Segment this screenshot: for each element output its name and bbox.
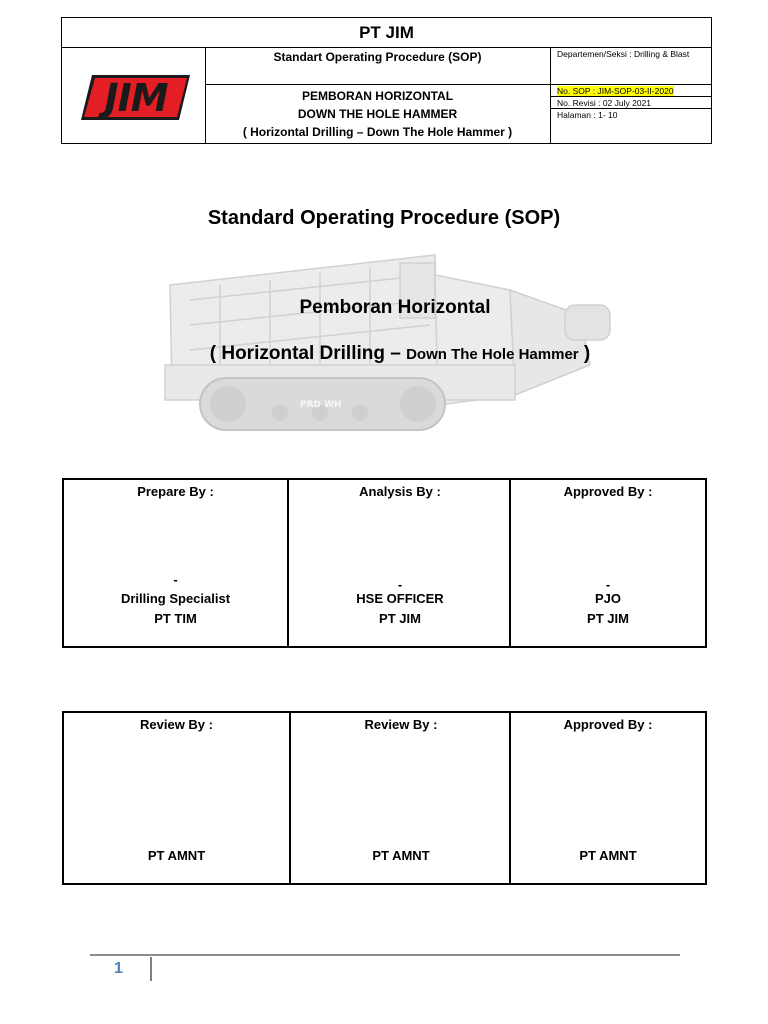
document-header	[61, 17, 712, 144]
reviewer-company: PT AMNT	[579, 848, 637, 863]
reviewer-company: PT AMNT	[372, 848, 430, 863]
subline-part2: Down The Hole Hammer	[406, 346, 579, 363]
signature-column	[509, 480, 705, 646]
document-subtitle: Pemboran Horizontal	[299, 297, 491, 318]
svg-text:JIM: JIM	[104, 76, 168, 120]
signer-company: PT JIM	[587, 611, 629, 626]
review-column	[64, 713, 289, 883]
machine-label: PRD WH	[300, 400, 342, 410]
procedure-title	[205, 85, 551, 143]
review-column	[509, 713, 705, 883]
sop-label: Standart Operating Procedure (SOP)	[205, 47, 551, 85]
page-number: 1	[114, 960, 123, 977]
procedure-title-line1: PEMBORAN HORIZONTAL	[301, 89, 454, 103]
procedure-title-line2: DOWN THE HOLE HAMMER	[297, 107, 458, 121]
signature-heading: Approved By :	[563, 484, 653, 499]
document-title: Standard Operating Procedure (SOP)	[207, 207, 561, 229]
signature-heading: Prepare By :	[137, 484, 214, 499]
page-count: Halaman : 1- 10	[557, 110, 618, 120]
signer-role: HSE OFFICER	[356, 591, 444, 606]
signature-line: -	[605, 577, 611, 592]
subline-part3: )	[578, 343, 591, 364]
revision-number: No. Revisi : 02 July 2021	[551, 97, 711, 109]
logo-cell	[62, 47, 206, 143]
procedure-title-line3: ( Horizontal Drilling – Down The Hole Hammer )	[242, 125, 513, 139]
signer-role: PJO	[594, 591, 621, 606]
sop-number: No. SOP : JIM-SOP-03-II-2020	[557, 86, 674, 96]
signer-company: PT TIM	[154, 611, 197, 626]
signature-table-2	[62, 711, 707, 885]
signature-column	[64, 480, 287, 646]
signature-line: -	[397, 577, 403, 592]
review-column	[289, 713, 511, 883]
review-heading: Approved By :	[563, 717, 653, 732]
signer-company: PT JIM	[379, 611, 421, 626]
department-label: Departemen/Seksi : Drilling & Blast	[551, 47, 711, 85]
signature-table-1	[62, 478, 707, 648]
footer-rule	[90, 954, 680, 956]
document-info	[551, 85, 711, 143]
footer-separator	[150, 957, 152, 981]
subline-part1: ( Horizontal Drilling –	[209, 343, 407, 364]
company-name: PT JIM	[62, 18, 711, 48]
signer-role: Drilling Specialist	[120, 591, 231, 606]
sop-number-row	[551, 85, 711, 97]
signature-heading: Analysis By :	[359, 484, 441, 499]
review-heading: Review By :	[364, 717, 438, 732]
jim-logo	[62, 47, 205, 143]
document-subline	[0, 343, 768, 365]
review-heading: Review By :	[140, 717, 213, 732]
signature-column	[287, 480, 511, 646]
reviewer-company: PT AMNT	[147, 848, 206, 863]
signature-line: -	[173, 572, 178, 587]
